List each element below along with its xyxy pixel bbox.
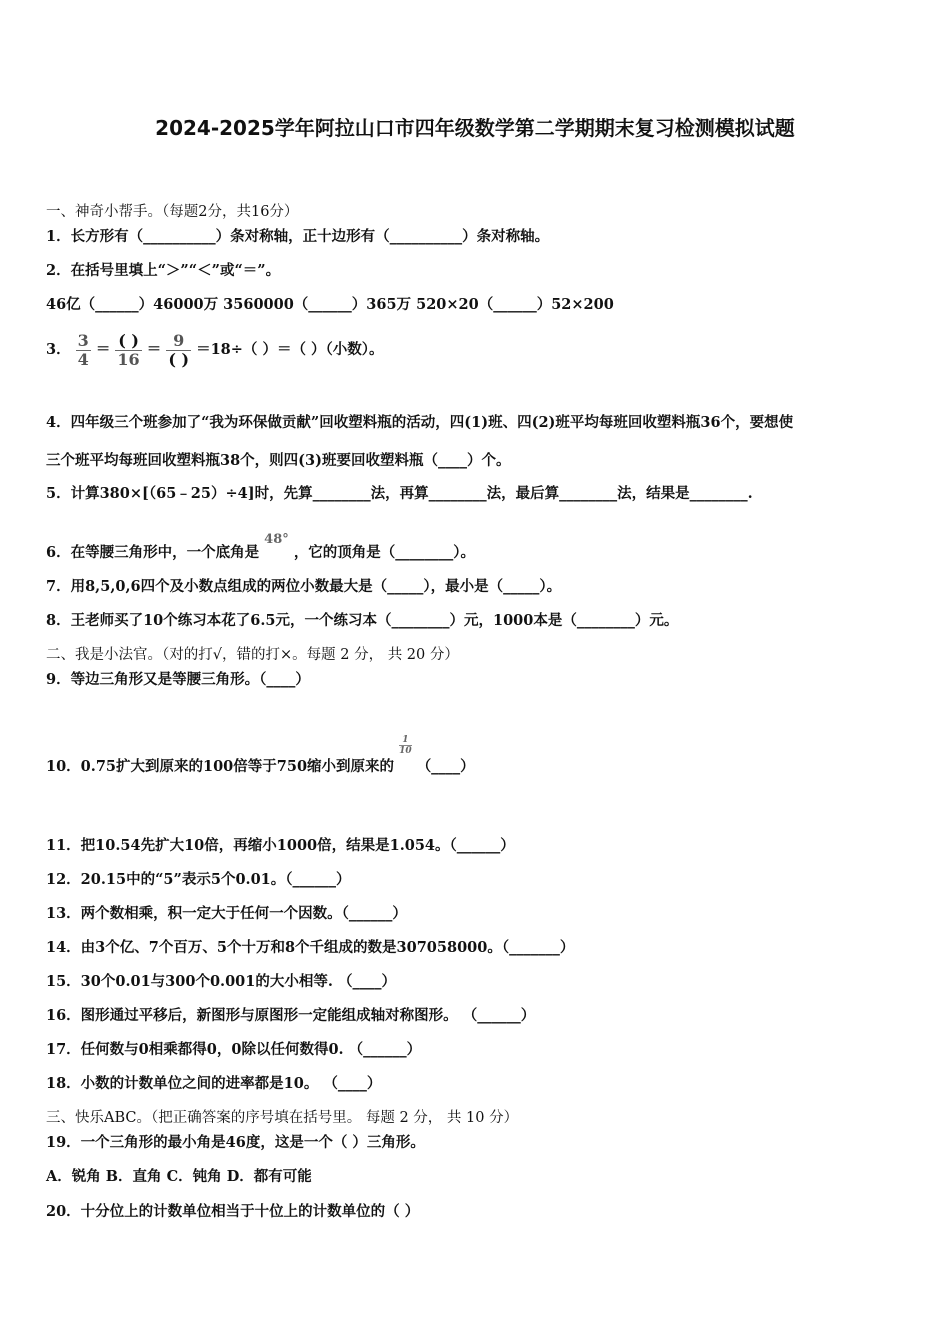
q3-tail: ＝18÷（ ）＝（ ）（小数）。 xyxy=(196,341,384,358)
question-1: 1．长方形有（__________）条对称轴，正十边形有（__________）条对称轴。 xyxy=(46,228,550,245)
question-13: 13．两个数相乘，积一定大于任何一个因数。（______） xyxy=(46,905,407,922)
question-3 xyxy=(46,328,384,372)
q10-frac-numerator: 1 xyxy=(402,735,409,745)
q10-frac-denominator: 10 xyxy=(399,746,412,756)
angle-48-degrees: 48° xyxy=(264,532,289,547)
question-16: 16．图形通过平移后，新图形与原图形一定能组成轴对称图形。 （______） xyxy=(46,1007,536,1024)
question-19: 19．一个三角形的最小角是46度，这是一个（ ）三角形。 xyxy=(46,1134,425,1151)
question-19-options: A．锐角 B．直角 C．钝角 D．都有可能 xyxy=(46,1168,312,1185)
frac3-denominator: ( ) xyxy=(168,349,190,369)
q10-after: （____） xyxy=(416,758,475,775)
fraction-three-quarters xyxy=(76,332,91,369)
question-17: 17．任何数与0相乘都得0，0除以任何数得0. （______） xyxy=(46,1041,422,1058)
frac1-denominator: 4 xyxy=(77,349,89,369)
question-8: 8．王老师买了10个练习本花了6.5元，一个练习本（________）元，1000本是（________）元。 xyxy=(46,612,679,629)
question-4-line-2: 三个班平均每班回收塑料瓶38个，则四(3)班要回收塑料瓶（____）个。 xyxy=(46,452,511,469)
question-5: 5．计算380×[（65﹣25）÷4]时，先算________法，再算________法，最后算________法，结果是________. xyxy=(46,485,753,502)
fraction-blank-over-16 xyxy=(115,332,141,369)
fraction-one-tenth xyxy=(399,735,412,756)
question-15: 15．30个0.01与300个0.001的大小相等. （____） xyxy=(46,973,396,990)
question-12: 12．20.15中的“5”表示5个0.01。（______） xyxy=(46,871,351,888)
fraction-9-over-blank xyxy=(166,332,191,369)
frac1-numerator: 3 xyxy=(77,330,89,350)
question-14: 14．由3个亿、7个百万、5个十万和8个千组成的数是307058000。（_______） xyxy=(46,939,575,956)
frac2-numerator: ( ) xyxy=(118,330,139,350)
question-18: 18．小数的计数单位之间的进率都是10。 （____） xyxy=(46,1075,382,1092)
question-20: 20．十分位上的计数单位相当于十位上的计数单位的（ ） xyxy=(46,1203,420,1220)
question-7: 7．用8,5,0,6四个及小数点组成的两位小数最大是（_____），最小是（_____）。 xyxy=(46,578,562,595)
question-9: 9．等边三角形又是等腰三角形。（____） xyxy=(46,671,310,688)
question-10 xyxy=(46,735,475,777)
frac3-numerator: 9 xyxy=(173,330,185,350)
q10-before: 10．0.75扩大到原来的100倍等于750缩小到原来的 xyxy=(46,758,395,775)
question-2: 2．在括号里填上“＞”“＜”或“＝”。 xyxy=(46,262,281,279)
q3-equals-1: ＝ xyxy=(95,341,111,358)
section-2-heading: 二、我是小法官。（对的打√，错的打×。每题 2 分， 共 20 分） xyxy=(46,647,459,663)
q3-equals-2: ＝ xyxy=(146,341,162,358)
q6-after: ，它的顶角是（________）。 xyxy=(293,544,476,561)
q3-prefix: 3． xyxy=(46,341,71,358)
q6-before: 6．在等腰三角形中，一个底角是 xyxy=(46,544,260,561)
question-4-line-1: 4．四年级三个班参加了“我为环保做贡献”回收塑料瓶的活动，四(1)班、四(2)班平均每班回收塑料瓶36个，要想使 xyxy=(46,414,794,431)
page-title: 2024-2025学年阿拉山口市四年级数学第二学期期末复习检测模拟试题 xyxy=(155,116,795,140)
section-3-heading: 三、快乐ABC。（把正确答案的序号填在括号里。 每题 2 分， 共 10 分） xyxy=(46,1110,519,1126)
question-11: 11．把10.54先扩大10倍，再缩小1000倍，结果是1.054。（______） xyxy=(46,837,515,854)
frac2-denominator: 16 xyxy=(117,349,140,369)
question-6 xyxy=(46,530,475,563)
question-2-items: 46亿（______）46000万 3560000（______）365万 520×20（______）52×200 xyxy=(46,296,614,313)
section-1-heading: 一、神奇小帮手。（每题2分，共16分） xyxy=(46,204,299,220)
